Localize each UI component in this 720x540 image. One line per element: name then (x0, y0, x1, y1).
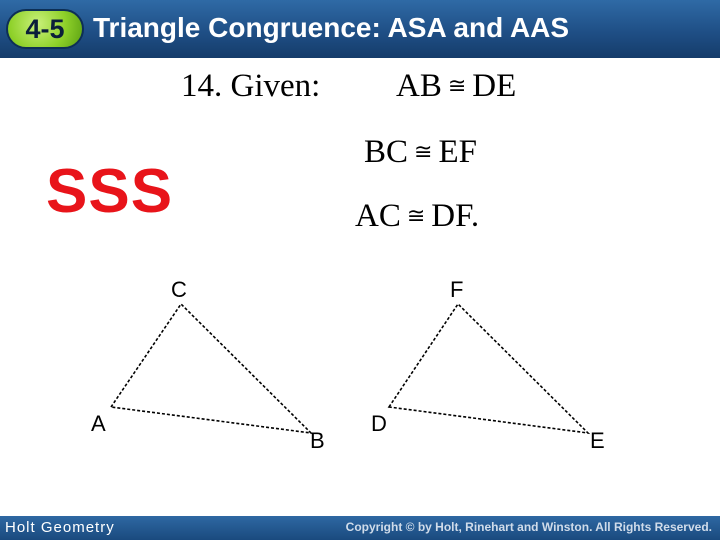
lesson-number: 4-5 (25, 13, 65, 44)
answer-postulate: SSS (46, 157, 174, 226)
congruent-icon: ≅ (447, 74, 467, 99)
vertex-label-e: E (590, 428, 605, 453)
segment-ac: AC (355, 198, 401, 234)
vertex-label-b: B (310, 428, 325, 453)
vertex-label-a: A (91, 411, 106, 436)
segment-de: DE (472, 68, 517, 104)
triangle-abc (111, 304, 311, 433)
segment-bc: BC (364, 134, 409, 170)
slide-footer (0, 516, 720, 540)
given-label: 14. Given: (181, 68, 321, 104)
triangle-def (389, 304, 588, 433)
segment-df: DF. (431, 198, 480, 234)
footer-course: Holt Geometry (5, 519, 115, 536)
vertex-label-d: D (371, 411, 387, 436)
vertex-label-f: F (450, 277, 464, 302)
slide-title: Triangle Congruence: ASA and AAS (93, 12, 570, 43)
footer-copyright: Copyright © by Holt, Rinehart and Winston. All Rights Reserved. (345, 520, 712, 534)
segment-ab: AB (396, 68, 442, 104)
congruent-icon: ≅ (406, 204, 426, 229)
segment-ef: EF (438, 134, 477, 170)
vertex-label-c: C (171, 277, 187, 302)
congruent-icon: ≅ (414, 140, 433, 165)
